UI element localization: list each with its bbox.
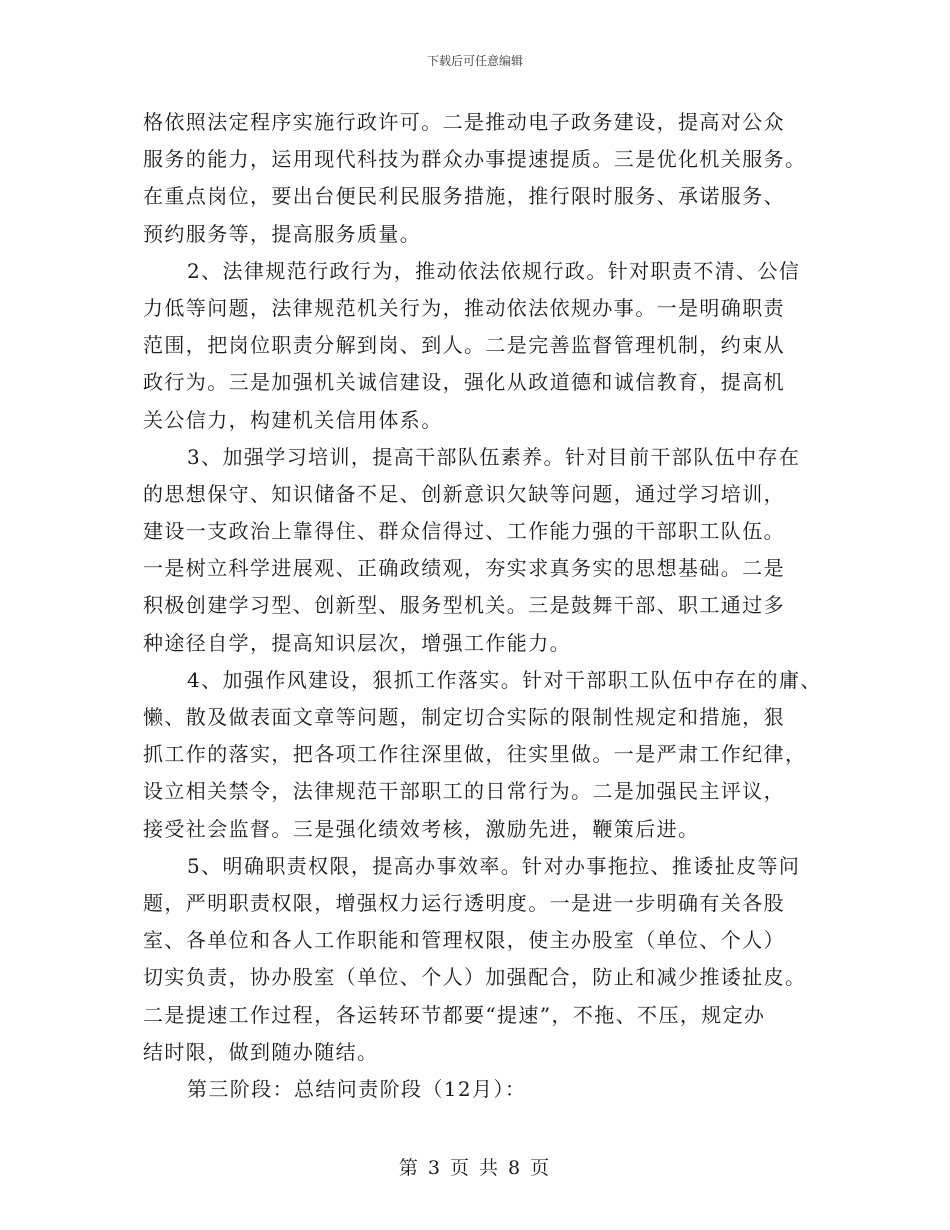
page-header-note: 下载后可任意编辑 [426, 54, 523, 68]
body-line: 设立相关禁令，法律规范干部职工的日常行为。二是加强民主评议， [143, 779, 785, 804]
body-line: 接受社会监督。三是强化绩效考核，激励先进，鞭策后进。 [143, 816, 700, 841]
body-line: 种途径自学，提高知识层次，增强工作能力。 [143, 630, 571, 655]
body-line: 懒、散及做表面文章等问题，制定切合实际的限制性规定和措施，狠 [143, 705, 785, 729]
body-line: 切实负责，协办股室（单位、个人）加强配合，防止和减少推诿扯皮。 [143, 965, 807, 990]
body-line: 的思想保守、知识储备不足、创新意识欠缺等问题，通过学习培训， [143, 481, 785, 506]
body-line: 抓工作的落实，把各项工作往深里做，往实里做。一是严肃工作纪律， [143, 742, 807, 767]
body-line: 建设一支政治上靠得住、群众信得过、工作能力强的干部职工队伍。 [143, 519, 785, 544]
body-line: 格依照法定程序实施行政许可。二是推动电子政务建设，提高对公众 [143, 110, 785, 134]
body-line: 积极创建学习型、创新型、服务型机关。三是鼓舞干部、职工通过多 [143, 593, 785, 618]
paragraph-start-line: 4、加强作风建设，狠抓工作落实。针对干部职工队伍中存在的庸、 [187, 667, 822, 692]
body-line: 范围，把岗位职责分解到岗、到人。二是完善监督管理机制，约束从 [143, 333, 785, 358]
body-line: 政行为。三是加强机关诚信建设，强化从政道德和诚信教育，提高机 [143, 370, 785, 395]
section-heading-line: 第三阶段：总结问责阶段（12月）： [187, 1076, 527, 1101]
body-line: 服务的能力，运用现代科技为群众办事提速提质。三是优化机关服务。 [143, 147, 807, 172]
body-line: 预约服务等，提高服务质量。 [143, 221, 422, 246]
body-line: 一是树立科学进展观、正确政绩观，夯实求真务实的思想基础。二是 [143, 556, 785, 581]
body-line: 结时限，做到随办随结。 [143, 1039, 379, 1064]
body-line: 二是提速工作过程，各运转环节都要“提速”，不拖、不压，规定办 [143, 1002, 766, 1027]
body-line: 关公信力，构建机关信用体系。 [143, 407, 443, 432]
paragraph-start-line: 2、法律规范行政行为，推动依法依规行政。针对职责不清、公信 [187, 258, 801, 283]
body-line: 室、各单位和各人工作职能和管理权限，使主办股室（单位、个人） [143, 928, 785, 953]
body-line: 在重点岗位，要出台便民利民服务措施，推行限时服务、承诺服务、 [143, 184, 785, 209]
body-line: 题，严明职责权限，增强权力运行透明度。一是进一步明确有关各股 [143, 890, 785, 915]
body-line: 力低等问题，法律规范机关行为，推动依法依规办事。一是明确职责 [143, 295, 785, 320]
document-body [143, 104, 823, 1108]
page-number: 第 3 页 共 8 页 [398, 1157, 552, 1179]
paragraph-start-line: 3、加强学习培训，提高干部队伍素养。针对目前干部队伍中存在 [187, 444, 801, 469]
paragraph-start-line: 5、明确职责权限，提高办事效率。针对办事拖拉、推诿扯皮等问 [187, 853, 801, 878]
